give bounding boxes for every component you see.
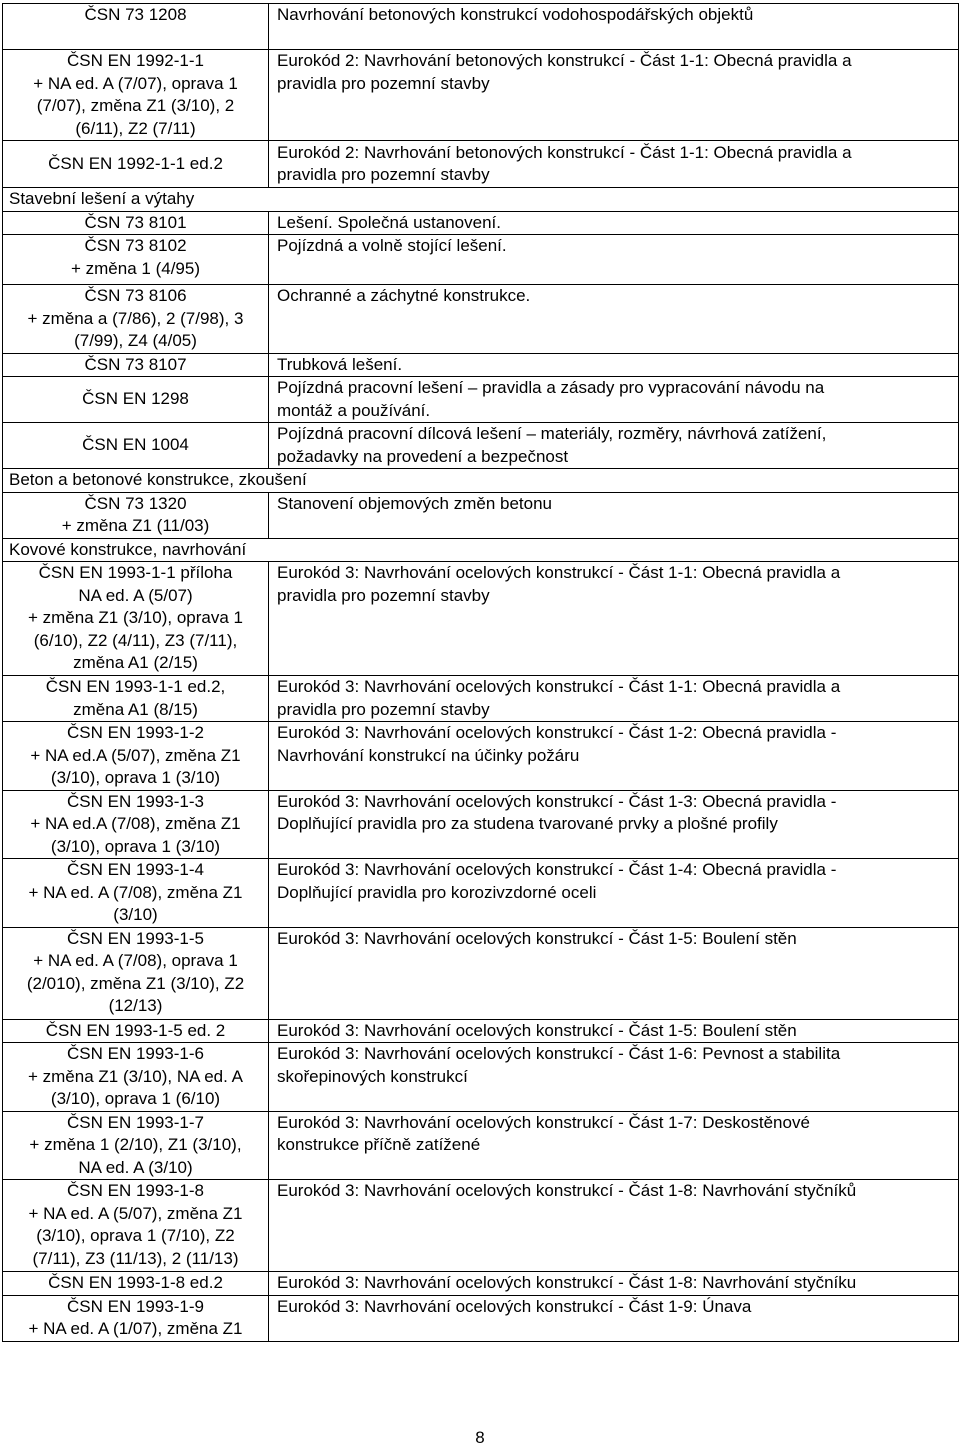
standard-code-cell [3,927,269,1019]
standard-code-cell [3,141,269,188]
standard-code-line: + NA ed. A (1/07), změna Z1 [28,1319,243,1338]
standard-code-line: ČSN EN 1993-1-3 [66,791,204,811]
standard-title-line: skořepinových konstrukcí [277,1066,468,1086]
table-row [3,50,959,141]
standard-code-cell [3,377,269,423]
standard-code-cell [3,4,269,50]
standard-title-line: Lešení. Společná ustanovení. [277,212,501,232]
standard-code-line: změna A1 (8/15) [73,699,198,719]
standard-title-line: Pojízdná pracovní dílcová lešení – materiály, rozměry, návrhová zatížení, [277,424,827,443]
standard-title-line: Eurokód 2: Navrhování betonových konstrukcí - Část 1-1: Obecná pravidla a [277,142,852,162]
standard-code-line: + změna Z1 (3/10), oprava 1 [28,608,243,627]
standard-title-cell [269,50,959,141]
section-heading: Stavební lešení a výtahy [3,188,959,212]
section-row [3,469,959,493]
standard-title-line: Pojízdná a volně stojící lešení. [277,236,507,255]
standard-title-line: Navrhování betonových konstrukcí vodohospodářských objektů [277,5,754,24]
standard-code-cell [3,492,269,538]
section-heading: Kovové konstrukce, navrhování [3,538,959,562]
standard-title-line: Stanovení objemových změn betonu [277,493,553,513]
standard-code-line: ČSN EN 1993-1-6 [66,1044,204,1063]
standard-code-cell [3,211,269,235]
table-row [3,377,959,423]
standard-title-cell [269,1272,959,1296]
standard-code-cell [3,285,269,354]
standard-title-line: Eurokód 3: Navrhování ocelových konstrukcí - Část 1-5: Boulení stěn [277,1020,797,1040]
standard-title-line: Doplňující pravidla pro korozivzdorné oceli [277,882,597,902]
standard-code-line: ČSN EN 1993-1-4 [66,860,204,879]
standard-title-cell [269,1043,959,1112]
standard-code-line: + NA ed.A (5/07), změna Z1 [30,745,241,765]
standard-title-line: pravidla pro pozemní stavby [277,165,490,184]
standard-title-cell [269,1019,959,1043]
standard-code-line: ČSN EN 1004 [82,435,189,455]
standard-title-line: Eurokód 3: Navrhování ocelových konstrukcí - Část 1-6: Pevnost a stabilita [277,1044,841,1063]
standard-title-line: Eurokód 3: Navrhování ocelových konstrukcí - Část 1-4: Obecná pravidla - [277,860,837,879]
standard-title-line: Eurokód 3: Navrhování ocelových konstrukcí - Část 1-8: Navrhování styčníku [277,1273,857,1292]
standard-code-cell [3,1043,269,1112]
standard-title-line: Doplňující pravidla pro za studena tvarované prvky a plošné profily [277,814,778,833]
standard-code-line: ČSN 73 8106 [84,286,187,305]
standard-code-line: ČSN EN 1993-1-9 [66,1296,204,1316]
table-row [3,722,959,791]
table-row [3,1043,959,1112]
standard-title-line: konstrukce příčně zatížené [277,1135,481,1154]
standard-code-line: ČSN EN 1993-1-2 [66,723,204,742]
standard-code-line: ČSN 73 8101 [84,212,187,232]
standard-code-line: (12/13) [108,996,163,1015]
standard-code-line: ČSN EN 1993-1-8 ed.2 [48,1273,223,1292]
table-row [3,492,959,538]
standard-code-line: (3/10), oprava 1 (7/10), Z2 [36,1226,235,1245]
table-row [3,676,959,722]
standard-code-line: ČSN EN 1298 [82,389,189,409]
standard-code-line: (6/10), Z2 (4/11), Z3 (7/11), [33,630,238,650]
standard-code-line: + změna 1 (4/95) [71,258,200,278]
standard-code-cell [3,235,269,285]
section-row [3,188,959,212]
standard-code-line: ČSN EN 1992-1-1 ed.2 [48,153,223,173]
standard-code-line: (3/10), oprava 1 (6/10) [50,1089,221,1108]
standard-title-cell [269,1295,959,1341]
standard-code-line: změna A1 (2/15) [73,653,198,672]
standard-code-line: + NA ed.A (7/08), změna Z1 [30,814,241,833]
standard-code-line: + NA ed. A (7/08), oprava 1 [33,951,238,970]
standard-code-line: ČSN EN 1993-1-5 ed. 2 [45,1020,226,1040]
standards-table-body [3,4,959,1342]
standard-title-cell [269,492,959,538]
standard-code-line: + změna Z1 (3/10), NA ed. A [28,1066,243,1086]
standard-title-cell [269,722,959,791]
standard-title-cell [269,927,959,1019]
standard-code-cell [3,859,269,928]
standard-title-cell [269,790,959,859]
standard-title-line: Pojízdná pracovní lešení – pravidla a zásady pro vypracování návodu na [277,378,825,397]
standard-title-line: Eurokód 3: Navrhování ocelových konstrukcí - Část 1-1: Obecná pravidla a [277,677,841,696]
standard-title-line: Eurokód 3: Navrhování ocelových konstrukcí - Část 1-5: Boulení stěn [277,928,797,948]
standard-code-line: (7/99), Z4 (4/05) [74,331,197,350]
standard-code-line: (3/10) [113,905,158,924]
standard-code-cell [3,1180,269,1272]
standard-code-cell [3,1019,269,1043]
standard-code-line: (3/10), oprava 1 (3/10) [50,768,221,787]
standard-code-line: ČSN EN 1993-1-7 [66,1112,204,1132]
standard-code-cell [3,50,269,141]
standard-code-line: NA ed. A (5/07) [78,585,193,605]
table-row [3,562,959,676]
standard-code-line: + NA ed. A (7/08), změna Z1 [28,882,243,902]
table-row [3,1019,959,1043]
standard-title-line: Eurokód 3: Navrhování ocelových konstrukcí - Část 1-8: Navrhování styčníků [277,1181,857,1200]
standard-title-cell [269,353,959,377]
standard-title-line: pravidla pro pozemní stavby [277,73,490,93]
section-heading: Beton a betonové konstrukce, zkoušení [3,469,959,493]
standard-title-line: požadavky na provedení a bezpečnost [277,446,569,466]
standard-title-line: montáž a používání. [277,400,431,420]
table-row [3,1180,959,1272]
standard-code-line: + NA ed. A (7/07), oprava 1 [33,73,238,93]
standard-title-line: Eurokód 3: Navrhování ocelových konstrukcí - Část 1-9: Únava [277,1296,752,1316]
standard-title-line: pravidla pro pozemní stavby [277,699,490,719]
standard-title-line: Eurokód 2: Navrhování betonových konstrukcí - Část 1-1: Obecná pravidla a [277,51,852,70]
standards-table [2,3,959,1342]
standard-title-cell [269,285,959,354]
standard-code-cell [3,1272,269,1296]
standard-code-line: (7/07), změna Z1 (3/10), 2 [36,96,235,115]
standard-title-line: Eurokód 3: Navrhování ocelových konstrukcí - Část 1-3: Obecná pravidla - [277,791,837,811]
standard-code-cell [3,722,269,791]
standard-code-line: (7/11), Z3 (11/13), 2 (11/13) [32,1248,239,1268]
standard-code-cell [3,562,269,676]
table-row [3,1295,959,1341]
table-row [3,285,959,354]
section-row [3,538,959,562]
standard-title-cell [269,377,959,423]
table-row [3,4,959,50]
standard-title-cell [269,676,959,722]
standard-code-line: ČSN EN 1993-1-5 [66,928,204,948]
standard-title-cell [269,235,959,285]
standard-title-line: pravidla pro pozemní stavby [277,585,490,605]
standard-code-line: ČSN EN 1993-1-1 příloha [38,563,233,582]
standard-code-line: ČSN 73 1208 [84,5,187,24]
standard-code-line: + změna 1 (2/10), Z1 (3/10), [29,1135,242,1154]
standard-code-cell [3,790,269,859]
standard-title-cell [269,1111,959,1180]
standard-code-line: ČSN EN 1992-1-1 [66,51,204,70]
standard-code-line: + změna Z1 (11/03) [61,516,210,535]
standard-code-line: ČSN 73 8107 [84,354,187,374]
standard-code-line: (6/11), Z2 (7/11) [75,118,196,138]
table-row [3,1111,959,1180]
standard-title-line: Eurokód 3: Navrhování ocelových konstrukcí - Část 1-1: Obecná pravidla a [277,563,841,582]
table-row [3,423,959,469]
standard-code-cell [3,676,269,722]
standard-code-cell [3,353,269,377]
standard-title-cell [269,211,959,235]
standard-code-line: (2/010), změna Z1 (3/10), Z2 [26,973,245,993]
standard-code-line: + NA ed. A (5/07), změna Z1 [28,1203,243,1223]
standard-code-line: ČSN EN 1993-1-1 ed.2, [45,677,226,696]
standard-title-cell [269,1180,959,1272]
table-row [3,211,959,235]
table-row [3,1272,959,1296]
standard-title-line: Trubková lešení. [277,354,403,374]
table-row [3,141,959,188]
table-row [3,790,959,859]
table-row [3,927,959,1019]
standard-title-line: Ochranné a záchytné konstrukce. [277,286,531,305]
standard-code-cell [3,1295,269,1341]
standard-code-line: ČSN EN 1993-1-8 [66,1181,204,1200]
standard-code-line: NA ed. A (3/10) [78,1157,193,1177]
table-row [3,859,959,928]
standard-title-cell [269,141,959,188]
standard-title-line: Navrhování konstrukcí na účinky požáru [277,745,580,765]
standard-title-cell [269,859,959,928]
standard-code-line: (3/10), oprava 1 (3/10) [50,836,221,856]
standard-code-line: + změna a (7/86), 2 (7/98), 3 [27,308,244,328]
standard-title-cell [269,562,959,676]
table-row [3,353,959,377]
page-number: 8 [475,1428,485,1447]
standard-code-cell [3,423,269,469]
standard-title-line: Eurokód 3: Navrhování ocelových konstrukcí - Část 1-2: Obecná pravidla - [277,723,837,742]
standard-title-cell [269,4,959,50]
standard-code-cell [3,1111,269,1180]
standard-title-cell [269,423,959,469]
table-row [3,235,959,285]
standard-title-line: Eurokód 3: Navrhování ocelových konstrukcí - Část 1-7: Deskostěnové [277,1112,810,1132]
standard-code-line: ČSN 73 1320 [84,493,187,513]
standard-code-line: ČSN 73 8102 [84,236,187,255]
